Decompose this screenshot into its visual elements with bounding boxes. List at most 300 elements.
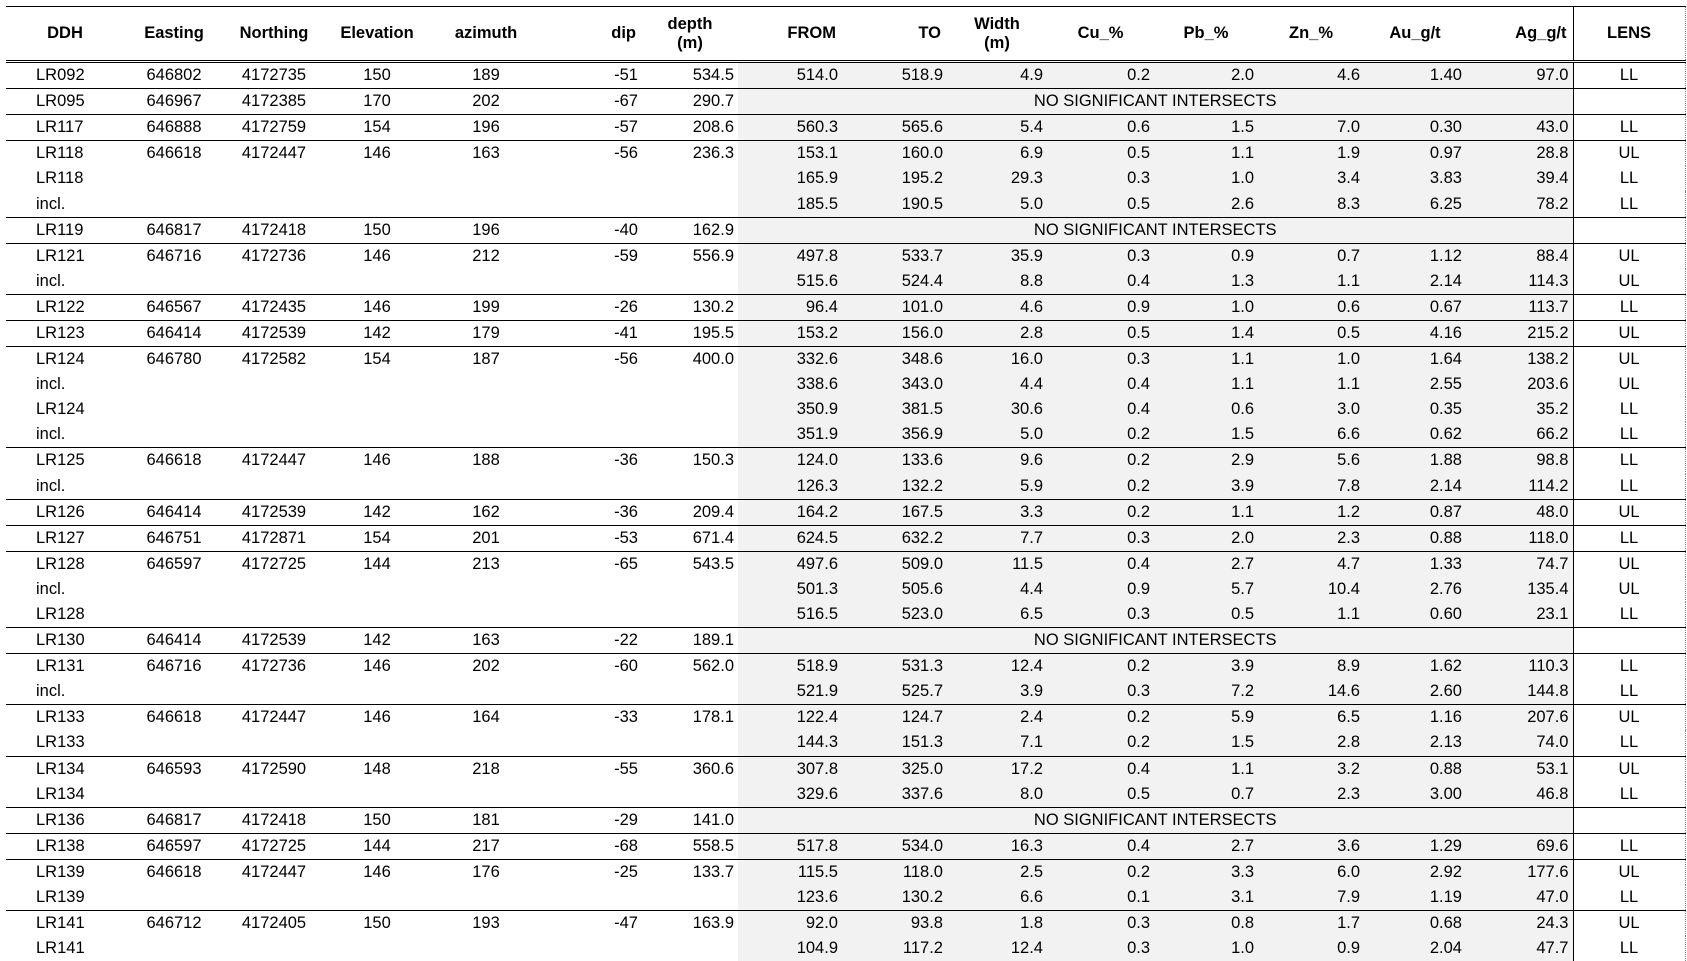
cell-lens: UL (1573, 243, 1685, 269)
cell-from: 104.9 (738, 936, 842, 961)
cell-from: 338.6 (738, 372, 842, 397)
cell-au: 1.88 (1364, 448, 1466, 474)
cell-lens: UL (1573, 269, 1685, 295)
cell-ddh: LR141 (6, 911, 124, 937)
cell-ddh: LR133 (6, 705, 124, 731)
cell-dip: -68 (542, 833, 642, 859)
cell-depth: 558.5 (642, 833, 738, 859)
cell-northing: 4172539 (224, 499, 324, 525)
cell-easting: 646888 (124, 115, 224, 141)
cell-lens: UL (1573, 756, 1685, 782)
cell-zn: 0.9 (1258, 936, 1364, 961)
cell-northing: 4172539 (224, 320, 324, 346)
cell-lens: LL (1573, 191, 1685, 217)
cell-northing (224, 602, 324, 628)
cell-pb: 3.9 (1154, 474, 1258, 500)
cell-cu: 0.1 (1047, 885, 1154, 911)
table-row (6, 62, 1685, 89)
cell-ddh: incl. (6, 577, 124, 602)
cell-dip: -22 (542, 628, 642, 654)
cell-pb: 5.7 (1154, 577, 1258, 602)
cell-zn: 4.7 (1258, 551, 1364, 577)
cell-width: 3.3 (947, 499, 1047, 525)
cell-easting (124, 782, 224, 808)
cell-width: 4.9 (947, 62, 1047, 89)
cell-ag: 66.2 (1466, 422, 1573, 448)
table-row (6, 628, 1685, 654)
cell-easting: 646597 (124, 551, 224, 577)
cell-au: 2.76 (1364, 577, 1466, 602)
cell-width: 6.9 (947, 141, 1047, 167)
cell-pb: 2.0 (1154, 62, 1258, 89)
cell-cu: 0.4 (1047, 551, 1154, 577)
cell-width: 2.8 (947, 320, 1047, 346)
cell-ag: 215.2 (1466, 320, 1573, 346)
cell-azimuth: 202 (430, 89, 542, 115)
cell-depth: 400.0 (642, 347, 738, 373)
cell-width: 2.5 (947, 859, 1047, 885)
cell-to: 525.7 (842, 679, 947, 705)
table-row (6, 782, 1685, 808)
cell-ddh: LR131 (6, 654, 124, 680)
cell-depth: 208.6 (642, 115, 738, 141)
cell-pb: 1.4 (1154, 320, 1258, 346)
cell-depth: 189.1 (642, 628, 738, 654)
cell-pb: 0.6 (1154, 397, 1258, 422)
cell-cu: 0.2 (1047, 62, 1154, 89)
cell-from: 123.6 (738, 885, 842, 911)
cell-to: 132.2 (842, 474, 947, 500)
cell-au: 0.88 (1364, 525, 1466, 551)
cell-ag: 114.2 (1466, 474, 1573, 500)
cell-au: 0.35 (1364, 397, 1466, 422)
column-header-12: Zn_% (1258, 7, 1364, 62)
cell-pb: 0.5 (1154, 602, 1258, 628)
cell-pb: 0.9 (1154, 243, 1258, 269)
cell-easting: 646802 (124, 62, 224, 89)
cell-from: 329.6 (738, 782, 842, 808)
cell-ddh: LR117 (6, 115, 124, 141)
cell-azimuth (430, 885, 542, 911)
cell-to: 190.5 (842, 191, 947, 217)
cell-ag: 110.3 (1466, 654, 1573, 680)
cell-elevation (324, 474, 430, 500)
cell-azimuth: 179 (430, 320, 542, 346)
cell-azimuth: 196 (430, 115, 542, 141)
cell-from: 153.2 (738, 320, 842, 346)
cell-elevation: 146 (324, 705, 430, 731)
cell-depth (642, 372, 738, 397)
cell-elevation (324, 191, 430, 217)
cell-au: 1.29 (1364, 833, 1466, 859)
cell-zn: 7.8 (1258, 474, 1364, 500)
cell-ag: 138.2 (1466, 347, 1573, 373)
cell-from: 518.9 (738, 654, 842, 680)
cell-no-significant-intersects: NO SIGNIFICANT INTERSECTS (738, 807, 1573, 833)
cell-au: 0.97 (1364, 141, 1466, 167)
cell-depth (642, 422, 738, 448)
cell-azimuth (430, 372, 542, 397)
cell-elevation (324, 269, 430, 295)
cell-elevation: 144 (324, 551, 430, 577)
cell-width: 5.0 (947, 191, 1047, 217)
cell-elevation: 144 (324, 833, 430, 859)
cell-dip: -53 (542, 525, 642, 551)
cell-ag: 47.7 (1466, 936, 1573, 961)
cell-dip (542, 885, 642, 911)
cell-easting (124, 936, 224, 961)
cell-width: 29.3 (947, 166, 1047, 191)
cell-cu: 0.2 (1047, 730, 1154, 756)
cell-lens (1573, 628, 1685, 654)
cell-easting: 646712 (124, 911, 224, 937)
cell-ddh: incl. (6, 474, 124, 500)
cell-zn: 6.5 (1258, 705, 1364, 731)
cell-ag: 47.0 (1466, 885, 1573, 911)
cell-elevation (324, 422, 430, 448)
cell-lens (1573, 89, 1685, 115)
cell-easting (124, 474, 224, 500)
cell-easting (124, 679, 224, 705)
cell-to: 356.9 (842, 422, 947, 448)
cell-au: 2.04 (1364, 936, 1466, 961)
cell-zn: 1.2 (1258, 499, 1364, 525)
cell-northing (224, 782, 324, 808)
cell-depth: 671.4 (642, 525, 738, 551)
cell-pb: 7.2 (1154, 679, 1258, 705)
cell-azimuth: 176 (430, 859, 542, 885)
cell-depth (642, 166, 738, 191)
cell-easting (124, 269, 224, 295)
table-row (6, 499, 1685, 525)
column-header-7: FROM (738, 7, 842, 62)
cell-cu: 0.3 (1047, 166, 1154, 191)
cell-elevation (324, 936, 430, 961)
cell-lens: LL (1573, 294, 1685, 320)
cell-azimuth (430, 397, 542, 422)
cell-ddh: LR134 (6, 782, 124, 808)
table-row (6, 551, 1685, 577)
cell-easting: 646597 (124, 833, 224, 859)
cell-to: 505.6 (842, 577, 947, 602)
cell-easting: 646567 (124, 294, 224, 320)
table-row (6, 372, 1685, 397)
cell-au: 0.68 (1364, 911, 1466, 937)
cell-ag: 39.4 (1466, 166, 1573, 191)
cell-ddh: LR130 (6, 628, 124, 654)
cell-azimuth (430, 602, 542, 628)
cell-ddh: incl. (6, 679, 124, 705)
cell-cu: 0.2 (1047, 859, 1154, 885)
cell-dip: -41 (542, 320, 642, 346)
cell-lens: LL (1573, 602, 1685, 628)
cell-pb: 2.6 (1154, 191, 1258, 217)
cell-northing (224, 679, 324, 705)
cell-from: 96.4 (738, 294, 842, 320)
cell-zn: 0.7 (1258, 243, 1364, 269)
cell-ddh: LR124 (6, 347, 124, 373)
cell-lens: UL (1573, 911, 1685, 937)
table-row (6, 936, 1685, 961)
cell-ag: 203.6 (1466, 372, 1573, 397)
cell-cu: 0.5 (1047, 320, 1154, 346)
table-row (6, 911, 1685, 937)
cell-au: 6.25 (1364, 191, 1466, 217)
cell-to: 167.5 (842, 499, 947, 525)
cell-au: 1.64 (1364, 347, 1466, 373)
cell-zn: 1.1 (1258, 372, 1364, 397)
cell-ddh: LR118 (6, 166, 124, 191)
cell-from: 516.5 (738, 602, 842, 628)
cell-zn: 14.6 (1258, 679, 1364, 705)
table-row (6, 89, 1685, 115)
cell-lens: LL (1573, 397, 1685, 422)
cell-pb: 1.0 (1154, 166, 1258, 191)
cell-dip: -40 (542, 217, 642, 243)
cell-pb: 3.1 (1154, 885, 1258, 911)
cell-zn: 6.0 (1258, 859, 1364, 885)
cell-easting: 646618 (124, 705, 224, 731)
cell-dip: -33 (542, 705, 642, 731)
cell-northing: 4172725 (224, 551, 324, 577)
cell-from: 153.1 (738, 141, 842, 167)
cell-depth: 178.1 (642, 705, 738, 731)
cell-easting (124, 372, 224, 397)
cell-dip: -25 (542, 859, 642, 885)
table-row (6, 859, 1685, 885)
cell-from: 164.2 (738, 499, 842, 525)
table-row (6, 320, 1685, 346)
cell-azimuth (430, 730, 542, 756)
cell-elevation: 142 (324, 499, 430, 525)
cell-ddh: LR119 (6, 217, 124, 243)
cell-dip (542, 474, 642, 500)
cell-au: 1.12 (1364, 243, 1466, 269)
cell-dip: -57 (542, 115, 642, 141)
cell-dip (542, 782, 642, 808)
cell-pb: 1.0 (1154, 294, 1258, 320)
cell-elevation (324, 577, 430, 602)
column-header-2: Northing (224, 7, 324, 62)
cell-lens: UL (1573, 577, 1685, 602)
cell-depth: 141.0 (642, 807, 738, 833)
cell-cu: 0.4 (1047, 756, 1154, 782)
cell-azimuth: 213 (430, 551, 542, 577)
cell-lens: UL (1573, 499, 1685, 525)
cell-to: 325.0 (842, 756, 947, 782)
cell-elevation: 154 (324, 347, 430, 373)
cell-northing: 4172447 (224, 448, 324, 474)
cell-dip: -26 (542, 294, 642, 320)
cell-lens: LL (1573, 885, 1685, 911)
cell-to: 151.3 (842, 730, 947, 756)
cell-northing: 4172405 (224, 911, 324, 937)
cell-width: 8.0 (947, 782, 1047, 808)
cell-width: 7.1 (947, 730, 1047, 756)
cell-dip (542, 372, 642, 397)
cell-from: 497.6 (738, 551, 842, 577)
table-row (6, 602, 1685, 628)
cell-zn: 3.2 (1258, 756, 1364, 782)
cell-lens: UL (1573, 705, 1685, 731)
cell-pb: 1.1 (1154, 372, 1258, 397)
cell-depth (642, 782, 738, 808)
cell-ddh: LR127 (6, 525, 124, 551)
cell-width: 30.6 (947, 397, 1047, 422)
cell-pb: 0.7 (1154, 782, 1258, 808)
table-row (6, 885, 1685, 911)
cell-to: 531.3 (842, 654, 947, 680)
cell-au: 2.55 (1364, 372, 1466, 397)
cell-au: 4.16 (1364, 320, 1466, 346)
cell-ag: 74.7 (1466, 551, 1573, 577)
cell-width: 11.5 (947, 551, 1047, 577)
cell-depth: 236.3 (642, 141, 738, 167)
cell-dip (542, 269, 642, 295)
cell-elevation (324, 602, 430, 628)
cell-lens (1573, 217, 1685, 243)
cell-from: 115.5 (738, 859, 842, 885)
cell-ddh: LR141 (6, 936, 124, 961)
cell-easting (124, 577, 224, 602)
cell-depth: 543.5 (642, 551, 738, 577)
cell-ag: 78.2 (1466, 191, 1573, 217)
cell-lens: UL (1573, 551, 1685, 577)
cell-depth: 360.6 (642, 756, 738, 782)
cell-ddh: LR139 (6, 885, 124, 911)
cell-lens: LL (1573, 936, 1685, 961)
table-row (6, 217, 1685, 243)
cell-depth (642, 191, 738, 217)
cell-ag: 23.1 (1466, 602, 1573, 628)
cell-azimuth (430, 577, 542, 602)
cell-elevation: 154 (324, 525, 430, 551)
cell-to: 101.0 (842, 294, 947, 320)
cell-ddh: incl. (6, 191, 124, 217)
cell-no-significant-intersects: NO SIGNIFICANT INTERSECTS (738, 89, 1573, 115)
cell-cu: 0.3 (1047, 911, 1154, 937)
cell-ag: 114.3 (1466, 269, 1573, 295)
drill-results-table (6, 6, 1686, 961)
cell-azimuth: 217 (430, 833, 542, 859)
cell-cu: 0.4 (1047, 269, 1154, 295)
cell-ag: 35.2 (1466, 397, 1573, 422)
cell-cu: 0.3 (1047, 679, 1154, 705)
cell-zn: 0.6 (1258, 294, 1364, 320)
cell-to: 343.0 (842, 372, 947, 397)
cell-northing (224, 397, 324, 422)
cell-dip (542, 422, 642, 448)
cell-ag: 48.0 (1466, 499, 1573, 525)
cell-northing: 4172735 (224, 62, 324, 89)
cell-to: 518.9 (842, 62, 947, 89)
cell-from: 144.3 (738, 730, 842, 756)
cell-azimuth: 163 (430, 628, 542, 654)
cell-cu: 0.2 (1047, 474, 1154, 500)
cell-zn: 3.0 (1258, 397, 1364, 422)
cell-pb: 1.5 (1154, 115, 1258, 141)
cell-azimuth (430, 679, 542, 705)
cell-ag: 207.6 (1466, 705, 1573, 731)
cell-lens: UL (1573, 347, 1685, 373)
cell-zn: 2.3 (1258, 782, 1364, 808)
cell-au: 3.00 (1364, 782, 1466, 808)
cell-ddh: LR134 (6, 756, 124, 782)
cell-elevation: 146 (324, 243, 430, 269)
cell-to: 381.5 (842, 397, 947, 422)
table-row (6, 347, 1685, 373)
cell-ddh: LR126 (6, 499, 124, 525)
cell-to: 632.2 (842, 525, 947, 551)
cell-to: 117.2 (842, 936, 947, 961)
cell-elevation (324, 782, 430, 808)
cell-width: 4.4 (947, 577, 1047, 602)
cell-easting: 646751 (124, 525, 224, 551)
table-row (6, 166, 1685, 191)
cell-northing: 4172418 (224, 807, 324, 833)
column-header-5: dip (542, 7, 642, 62)
cell-cu: 0.2 (1047, 448, 1154, 474)
cell-ag: 177.6 (1466, 859, 1573, 885)
cell-northing: 4172736 (224, 243, 324, 269)
cell-northing: 4172447 (224, 859, 324, 885)
cell-depth: 150.3 (642, 448, 738, 474)
cell-dip (542, 602, 642, 628)
cell-depth: 163.9 (642, 911, 738, 937)
cell-elevation (324, 730, 430, 756)
cell-azimuth (430, 166, 542, 191)
cell-northing: 4172871 (224, 525, 324, 551)
cell-dip: -60 (542, 654, 642, 680)
cell-pb: 2.9 (1154, 448, 1258, 474)
cell-zn: 10.4 (1258, 577, 1364, 602)
cell-from: 517.8 (738, 833, 842, 859)
cell-from: 185.5 (738, 191, 842, 217)
cell-cu: 0.4 (1047, 397, 1154, 422)
cell-easting (124, 602, 224, 628)
cell-zn: 5.6 (1258, 448, 1364, 474)
cell-zn: 1.7 (1258, 911, 1364, 937)
cell-width: 6.6 (947, 885, 1047, 911)
column-header-13: Au_g/t (1364, 7, 1466, 62)
cell-cu: 0.2 (1047, 499, 1154, 525)
cell-width: 12.4 (947, 936, 1047, 961)
cell-elevation: 150 (324, 911, 430, 937)
cell-depth (642, 397, 738, 422)
cell-azimuth: 188 (430, 448, 542, 474)
cell-azimuth (430, 782, 542, 808)
cell-to: 509.0 (842, 551, 947, 577)
cell-zn: 1.0 (1258, 347, 1364, 373)
table-row (6, 525, 1685, 551)
cell-northing (224, 372, 324, 397)
cell-width: 5.4 (947, 115, 1047, 141)
cell-lens: UL (1573, 320, 1685, 346)
cell-lens: LL (1573, 654, 1685, 680)
cell-from: 560.3 (738, 115, 842, 141)
cell-azimuth: 202 (430, 654, 542, 680)
cell-zn: 2.8 (1258, 730, 1364, 756)
cell-easting: 646817 (124, 807, 224, 833)
cell-northing: 4172590 (224, 756, 324, 782)
cell-ag: 69.6 (1466, 833, 1573, 859)
table-row (6, 448, 1685, 474)
cell-from: 126.3 (738, 474, 842, 500)
cell-pb: 2.0 (1154, 525, 1258, 551)
cell-width: 17.2 (947, 756, 1047, 782)
cell-au: 2.60 (1364, 679, 1466, 705)
cell-ag: 118.0 (1466, 525, 1573, 551)
